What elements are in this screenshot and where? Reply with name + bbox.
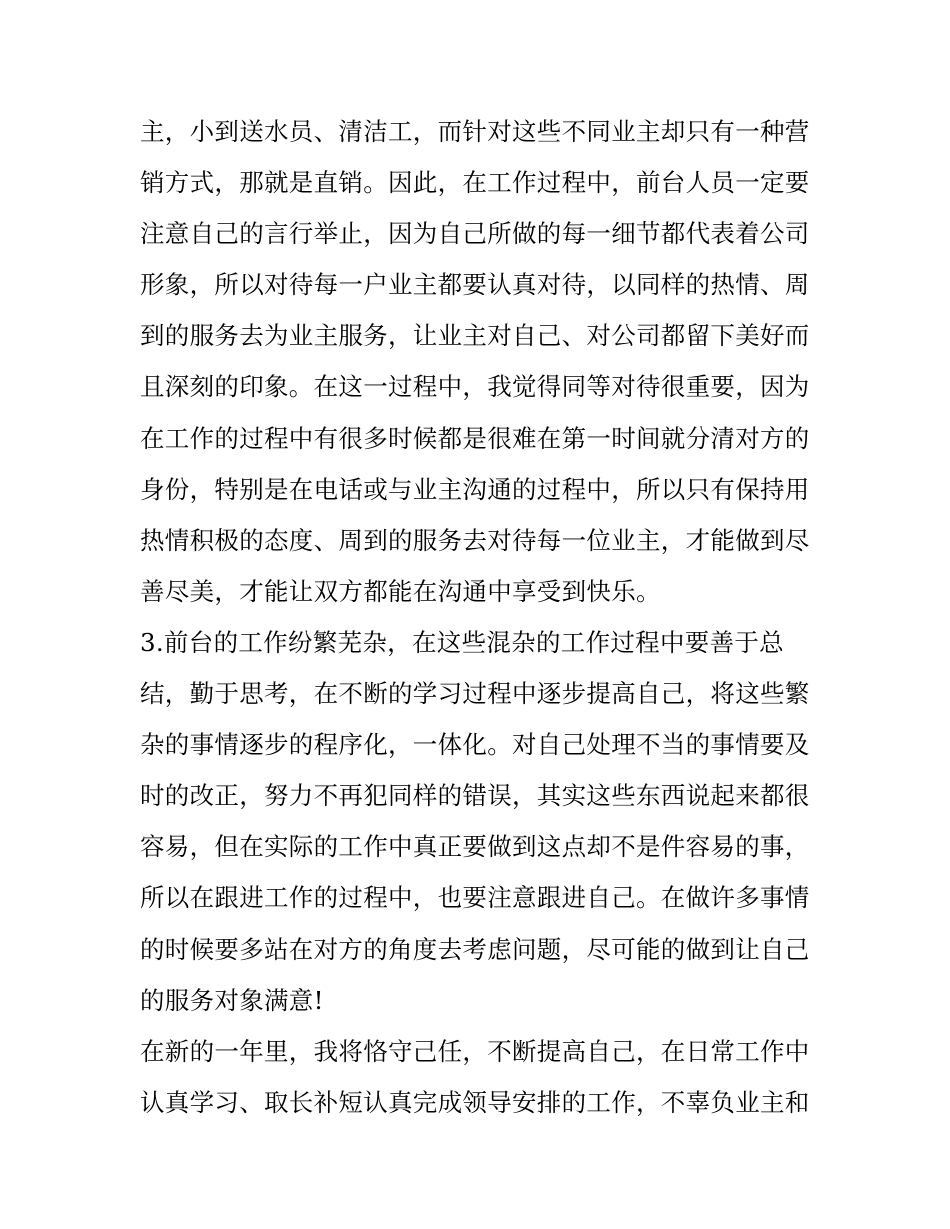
- text-line: 在工作的过程中有很多时候都是很难在第一时间就分清对方的: [140, 423, 810, 453]
- text-line: 杂的事情逐步的程序化，一体化。对自己处理不当的事情要及: [140, 730, 810, 760]
- text-line: 容易，但在实际的工作中真正要做到这点却不是件容易的事，: [140, 832, 810, 862]
- text-line: 的服务对象满意!: [140, 985, 324, 1015]
- text-line: 在新的一年里，我将恪守己任，不断提高自己，在日常工作中: [140, 1036, 810, 1066]
- text-line: 且深刻的印象。在这一过程中，我觉得同等对待很重要，因为: [140, 372, 810, 402]
- text-line: 认真学习、取长补短认真完成领导安排的工作，不辜负业主和: [140, 1087, 810, 1117]
- text-line: 热情积极的态度、周到的服务去对待每一位业主，才能做到尽: [140, 525, 810, 555]
- text-line: 所以在跟进工作的过程中，也要注意跟进自己。在做许多事情: [140, 883, 810, 913]
- text-line: 的时候要多站在对方的角度去考虑问题，尽可能的做到让自己: [140, 934, 810, 964]
- text-line: 主，小到送水员、清洁工，而针对这些不同业主却只有一种营: [140, 117, 810, 146]
- text-line: 注意自己的言行举止，因为自己所做的每一细节都代表着公司: [140, 219, 810, 249]
- text-line: 身份，特别是在电话或与业主沟通的过程中，所以只有保持用: [140, 474, 810, 504]
- text-line: 善尽美，才能让双方都能在沟通中享受到快乐。: [140, 576, 661, 606]
- text-line: 结，勤于思考，在不断的学习过程中逐步提高自己，将这些繁: [140, 679, 810, 709]
- text-line: 销方式，那就是直销。因此，在工作过程中，前台人员一定要: [140, 168, 810, 198]
- text-line: 时的改正，努力不再犯同样的错误，其实这些东西说起来都很: [140, 781, 810, 811]
- text-line: 到的服务去为业主服务，让业主对自己、对公司都留下美好而: [140, 321, 810, 351]
- text-line: 形象，所以对待每一户业主都要认真对待，以同样的热情、周: [140, 270, 810, 300]
- text-line: 3.前台的工作纷繁芜杂，在这些混杂的工作过程中要善于总: [140, 627, 784, 657]
- body-text: [140, 106, 820, 1128]
